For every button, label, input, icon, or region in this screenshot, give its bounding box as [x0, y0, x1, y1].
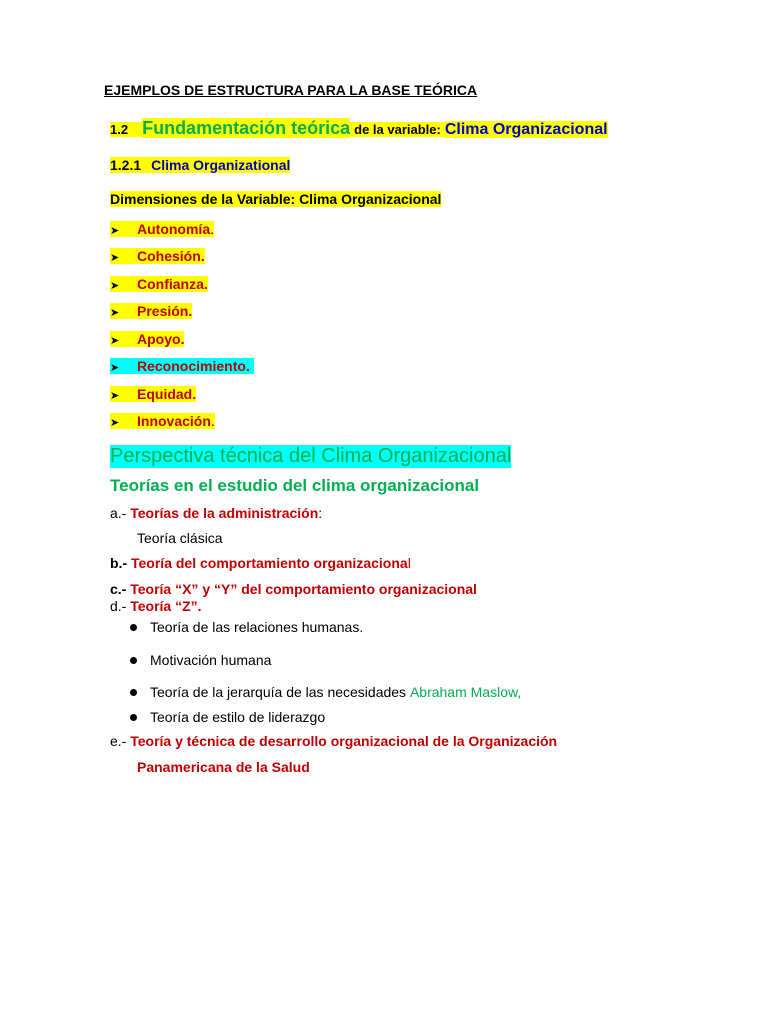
arrow-bullet-icon: ➤	[110, 279, 120, 292]
arrow-bullet-icon: ➤	[110, 224, 120, 237]
list-item: Teoría de la jerarquía de las necesidades Abraham Maslow,	[130, 684, 521, 700]
section-1-2-1-heading	[110, 157, 290, 173]
maslow-name: Abraham Maslow,	[409, 684, 522, 700]
section-main-title: Fundamentación teórica	[142, 118, 351, 138]
item-d: d.- Teoría “Z”.	[110, 598, 202, 614]
arrow-bullet-icon: ➤	[110, 307, 120, 320]
dimension-item: ➤ Reconocimiento.	[110, 353, 254, 381]
arrow-bullet-icon: ➤	[110, 252, 120, 265]
bullet-dot-icon	[130, 657, 137, 664]
section-mid-text: de la variable:	[350, 122, 445, 137]
list-item: Teoría de las relaciones humanas.	[130, 619, 363, 635]
dimension-item: ➤ Confianza.	[110, 275, 208, 292]
item-e: e.- Teoría y técnica de desarrollo organizacional de la Organización	[110, 733, 558, 749]
dimension-item: ➤ Cohesión.	[110, 248, 205, 265]
item-c: c.- Teoría “X” y “Y” del comportamiento organizacional	[110, 581, 477, 597]
section-topic: Clima Organizacional	[444, 121, 608, 138]
section-1-2-heading	[110, 118, 608, 139]
bullet-dot-icon	[130, 624, 137, 631]
section-number: 1.2	[110, 122, 142, 137]
item-e-continuation: Panamericana de la Salud	[137, 759, 310, 775]
arrow-bullet-icon: ➤	[110, 389, 120, 402]
dimension-item: ➤ Presión.	[110, 303, 193, 320]
dimension-item: ➤ Apoyo.	[110, 330, 185, 347]
document-title: EJEMPLOS DE ESTRUCTURA PARA LA BASE TEÓRICA	[104, 82, 478, 98]
perspective-heading: Perspectiva técnica del Clima Organizacional	[110, 445, 512, 467]
subsection-topic: Clima Organizational	[151, 157, 291, 173]
dimension-item: ➤ Autonomía.	[110, 220, 214, 237]
dimension-item: ➤ Innovación.	[110, 413, 215, 430]
dimensions-heading: Dimensiones de la Variable: Clima Organizacional	[110, 191, 442, 207]
bullet-dot-icon	[130, 714, 137, 721]
bullet-dot-icon	[130, 689, 137, 696]
dimension-item: ➤ Equidad.	[110, 385, 197, 402]
item-classic-theory: Teoría clásica	[137, 530, 223, 546]
list-item: Teoría de estilo de liderazgo	[130, 709, 325, 725]
subsection-number: 1.2.1	[110, 157, 151, 173]
dimensions-list	[110, 215, 254, 435]
arrow-bullet-icon: ➤	[110, 362, 120, 375]
arrow-bullet-icon: ➤	[110, 334, 120, 347]
arrow-bullet-icon: ➤	[110, 417, 120, 430]
item-a: a.- Teorías de la administración:	[110, 505, 323, 521]
list-item: Motivación humana	[130, 652, 271, 668]
item-b: b.- Teoría del comportamiento organizacional	[110, 555, 411, 571]
theories-heading: Teorías en el estudio del clima organizacional	[110, 476, 480, 495]
